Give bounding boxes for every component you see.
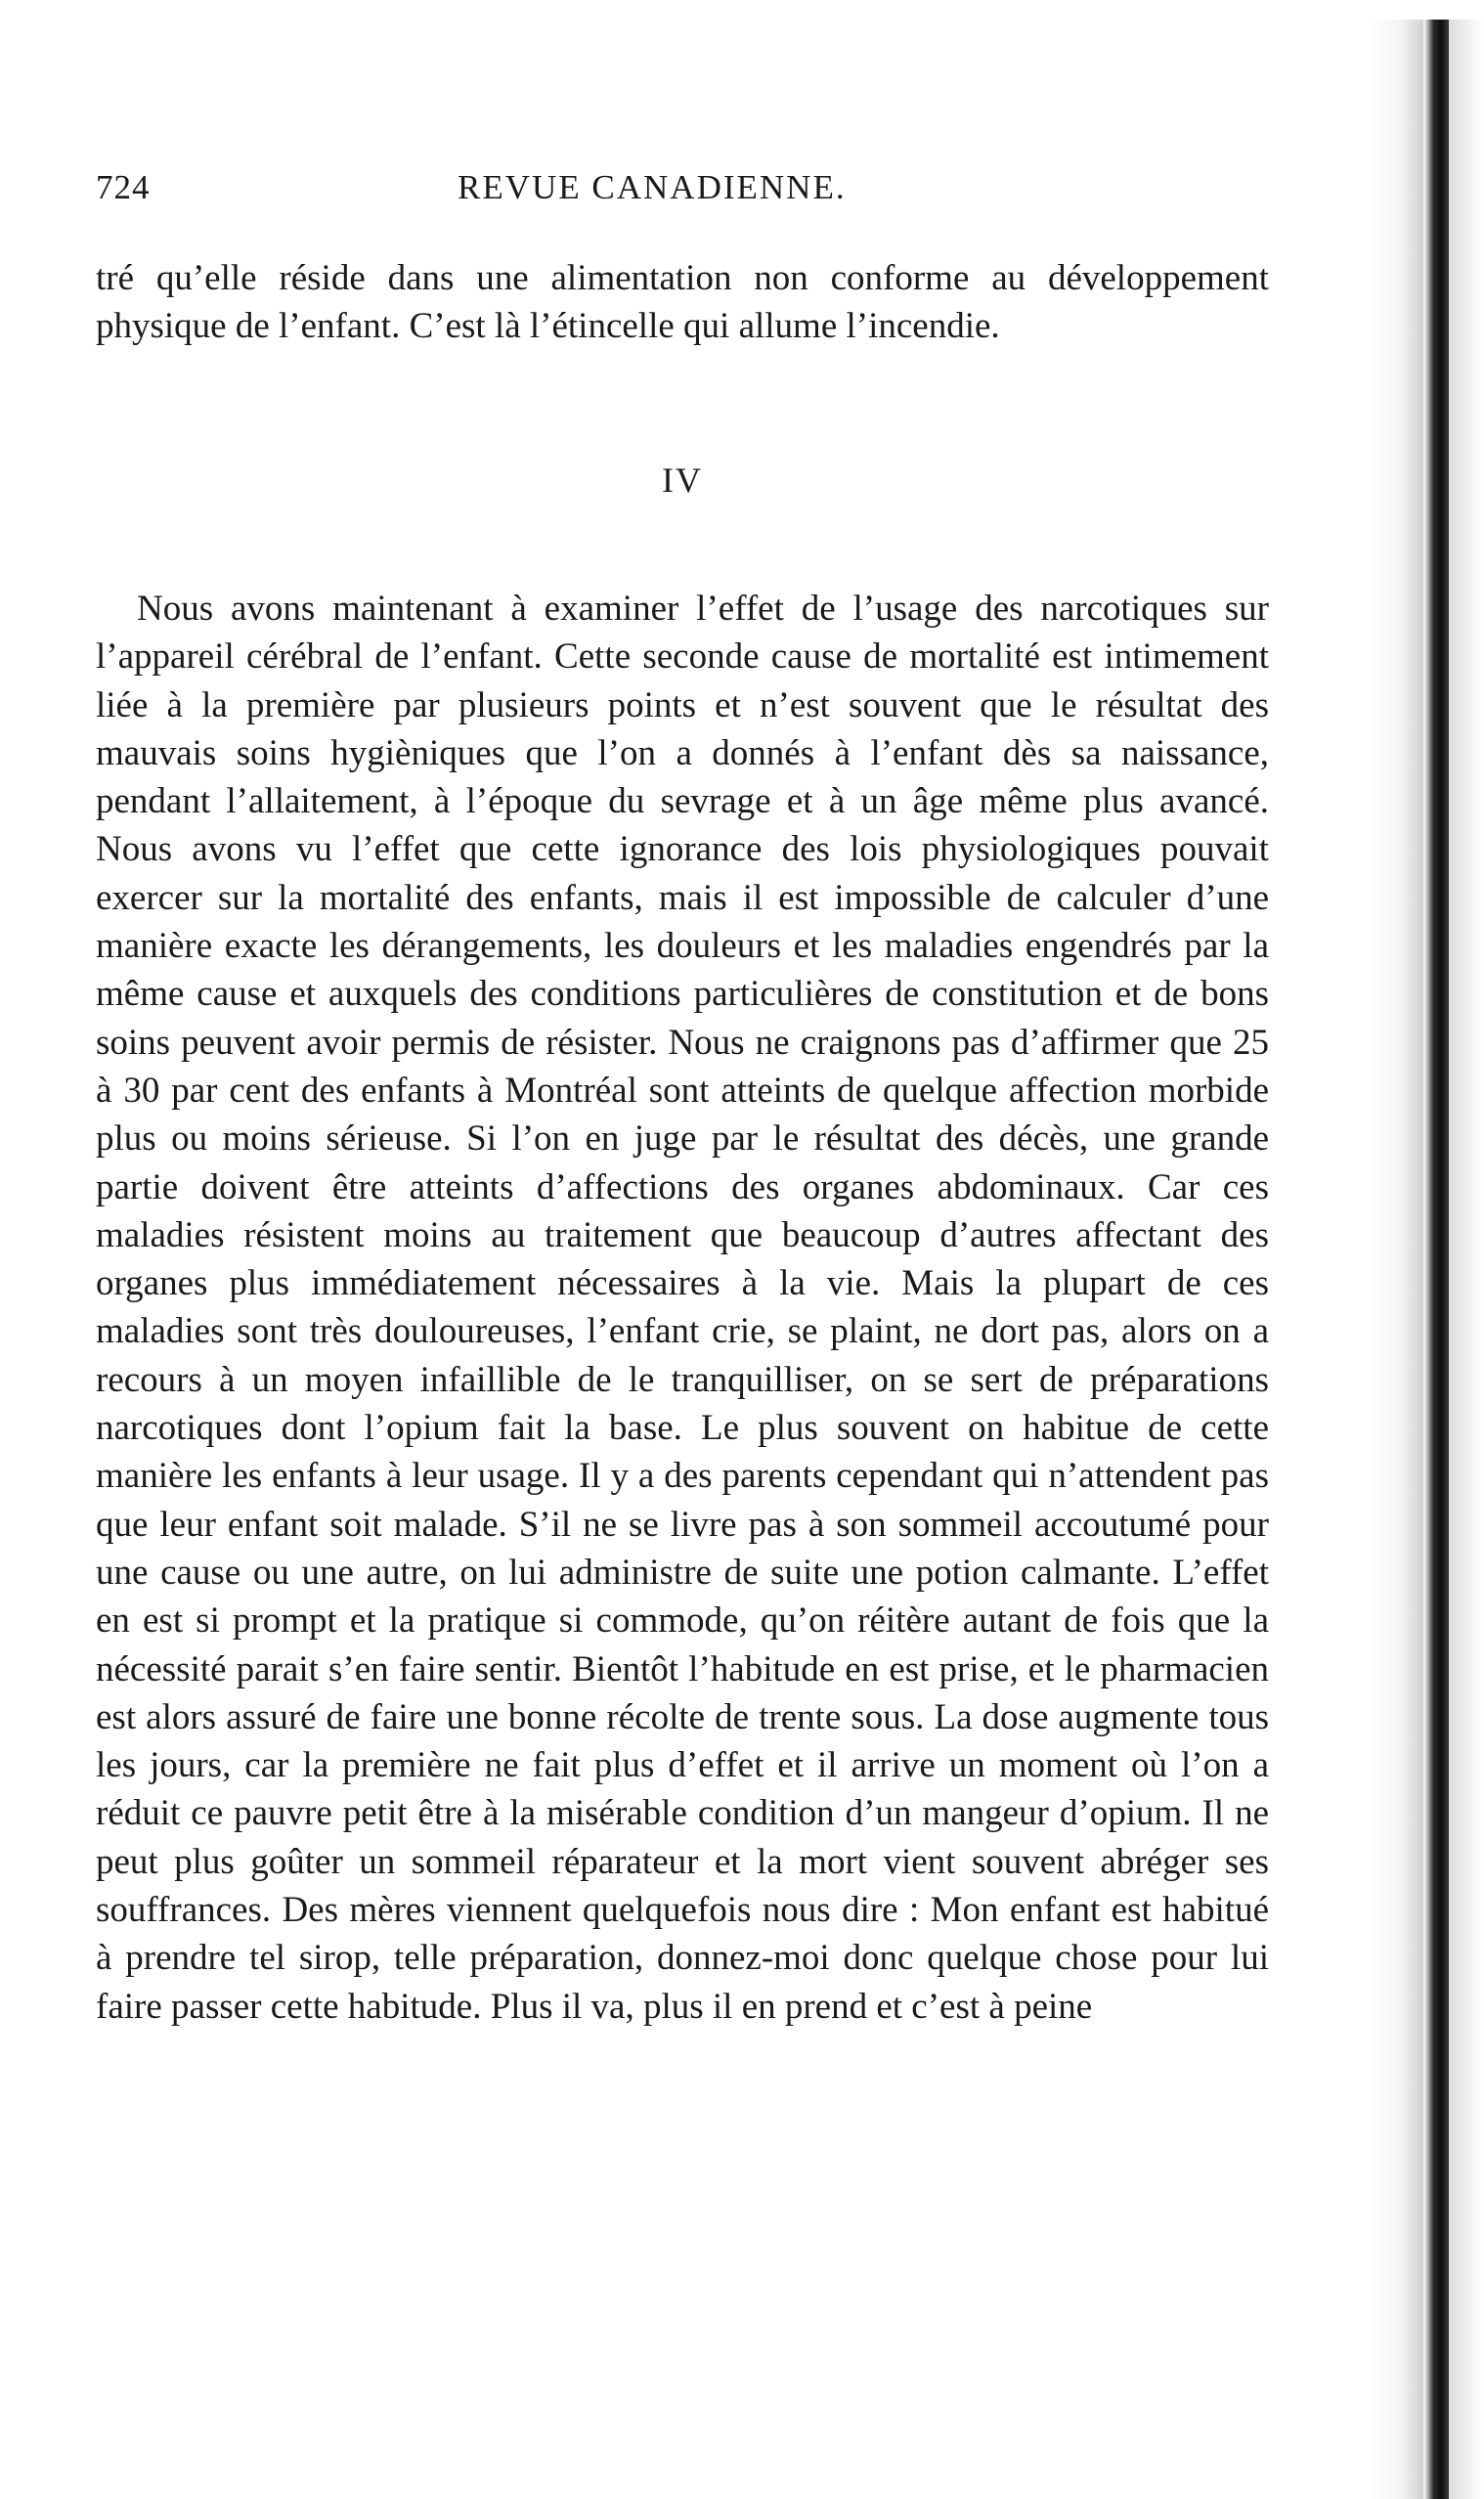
running-head: REVUE CANADIENNE. [458,168,847,206]
page-shadow [1369,20,1423,2499]
binding-edge [1423,20,1449,2499]
section-paragraph: Nous avons maintenant à examiner l’effet de l’usage des narcotiques sur l’appareil cérébral de l’enfant. Cette seconde cause de mortalité est intimement liée à la première par plusieurs points et n’est souvent que le résultat des mauvais soins hygièniques que l’on a donnés à l’enfant dès sa naissance, pendant l’allaitement, à l’époque du sevrage et à un âge même plus avancé. Nous avons vu l’effet que cette ignorance des lois physiologiques pouvait exercer sur la mortalité des enfants, mais il est impossible de calculer d’une manière exacte les dérangements, les douleurs et les maladies engendrés par la même cause et auxquels des conditions particulières de constitution et de bons soins peuvent avoir permis de résister. Nous ne craignons pas d’affirmer que 25 à 30 par cent des enfants à Montréal sont atteints de quelque affection morbide plus ou moins sérieuse. Si l’on en juge par le résultat des décès, une grande partie doivent être atteints d’affections des organes abdominaux. Car ces maladies résistent moins au traitement que beaucoup d’autres affectant des organes plus immédiatement nécessaires à la vie. Mais la plupart de ces maladies sont très douloureuses, l’enfant crie, se plaint, ne dort pas, alors on a recours à un moyen infaillible de le tranquilliser, on se sert de préparations narcotiques dont l’opium fait la base. Le plus souvent on habitue de cette manière les enfants à leur usage. Il y a des parents cependant qui n’attendent pas que leur enfant soit malade. S’il ne se livre pas à son sommeil accoutumé pour une cause ou une autre, on lui administre de suite une potion calmante. L’effet en est si prompt et la pratique si commode, qu’on réitère autant de fois que la nécessité parait s’en faire sentir. Bientôt l’habitude en est prise, et le pharmacien est alors assuré de faire une bonne récolte de trente sous. La dose augmente tous les jours, car la première ne fait plus d’effet et il arrive un moment où l’on a réduit ce pauvre petit être à la misérable condition d’un mangeur d’opium. Il ne peut plus goûter un sommeil réparateur et la mort vient souvent abréger ses souffrances. Des mères viennent quelquefois nous dire : Mon enfant est habitué à prendre tel sirop, telle préparation, donnez-moi donc quelque chose pour lui faire passer cette habitude. Plus il va, plus il en prend et c’est à peine [96,589,1269,2027]
adjacent-page-edge [1449,20,1484,2499]
page-number: 724 [96,168,151,206]
section-heading: IV [662,460,703,500]
continued-paragraph: tré qu’elle réside dans une alimentation non conforme au développement physique de l’enfant. C’est là l’étincelle qui allume l’incendie. [96,258,1269,347]
page-header [96,168,1269,217]
